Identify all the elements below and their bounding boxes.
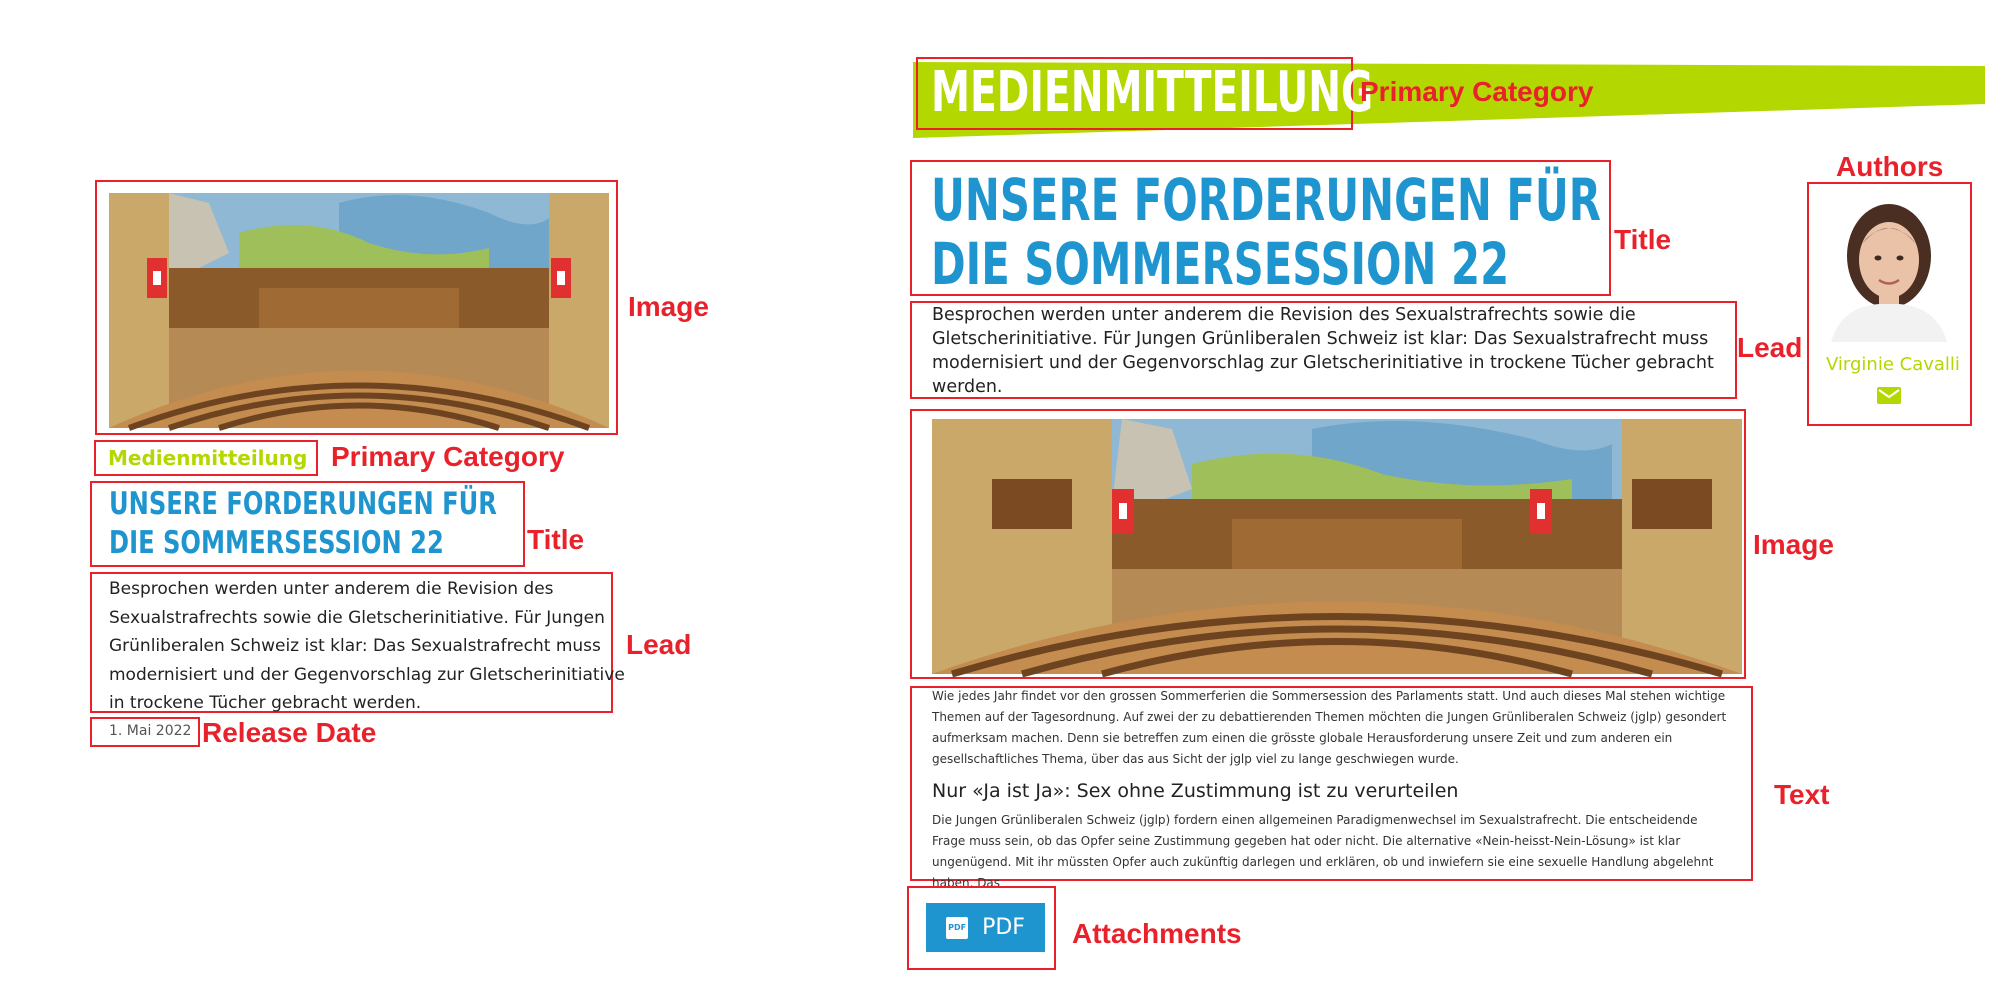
annotation-text: Text (1774, 779, 1830, 810)
detail-title: UNSERE FORDERUNGEN FÜR DIE SOMMERSESSION 22 (931, 166, 1601, 298)
annotation-title-detail: Title (1614, 224, 1672, 255)
annotation-lead-detail: Lead (1737, 332, 1803, 363)
author-avatar[interactable] (1816, 192, 1962, 342)
annotation-attachments: Attachments (1072, 918, 1242, 949)
teaser-release-date: 1. Mai 2022 (109, 723, 192, 739)
teaser-category[interactable]: Medienmitteilung (108, 446, 308, 470)
detail-category[interactable]: MEDIENMITTEILUNG (931, 60, 1374, 125)
mail-icon[interactable] (1877, 387, 1901, 404)
detail-text-paragraph-1: Wie jedes Jahr findet vor den grossen Sommerferien die Sommersession des Parlaments statt. Und auch dieses Mal stehen wichtige Themen auf der Tagesordnung. Auf zwei der zu debattierenden Themen möchten die Jungen Grünliberalen Schweiz (jglp) gesondert aufmerksam machen. Denn sie betreffen zum einen die grösste globale Herausforderung unsere Zeit und zum anderen ein gesellschaftliches Thema, über das aus Sicht der jglp viel zu lange geschwiegen wurde. (932, 689, 1727, 766)
parliament-chamber-image (932, 419, 1742, 674)
pdf-button-label: PDF (982, 915, 1025, 940)
annotation-release-date: Release Date (202, 717, 377, 748)
teaser-image[interactable] (109, 193, 609, 428)
detail-text-paragraph-2: Die Jungen Grünliberalen Schweiz (jglp) fordern einen allgemeinen Paradigmenwechsel im Sexualstrafrecht. Die entscheidende Frage muss sein, ob das Opfer seine Zustimmung gegeben hat oder nicht. Die alternative «Nein-heisst-Nein-Lösung» ist klar ungenügend. Mit ihr müssten Opfer auch zukünftig darlegen und erklären, ob und inwiefern sie eine sexuelle Handlung abgelehnt haben. Das (932, 813, 1714, 890)
annotation-lead: Lead (626, 629, 692, 660)
pdf-attachment-button[interactable] (926, 903, 1045, 952)
detail-lead: Besprochen werden unter anderem die Revision des Sexualstrafrechts sowie die Gletscherinitiative. Für Jungen Grünliberalen Schweiz ist klar: Das Sexualstrafrecht muss modernisiert und der Gegenvorschlag zur Gletscherinitiative in trockene Tücher gebracht werden. (932, 305, 1714, 397)
teaser-lead: Besprochen werden unter anderem die Revision des Sexualstrafrechts sowie die Gletscherinitiative. Für Jungen Grünliberalen Schweiz ist klar: Das Sexualstrafrecht muss modernisiert und der Gegenvorschlag zur Gletscherinitiative in trockene Tücher gebracht werden. (109, 579, 625, 713)
detail-subheading: Nur «Ja ist Ja»: Sex ohne Zustimmung ist zu verurteilen (932, 780, 1459, 802)
annotation-image: Image (628, 291, 709, 322)
annotation-primary-category: Primary Category (331, 441, 565, 472)
detail-image[interactable] (932, 419, 1742, 674)
author-name[interactable]: Virginie Cavalli (1826, 354, 1960, 375)
annotation-primary-category-detail: Primary Category (1360, 76, 1594, 107)
pdf-file-icon: PDF (946, 917, 968, 939)
teaser-title[interactable]: UNSERE FORDERUNGEN FÜR DIE SOMMERSESSION 22 (109, 486, 497, 561)
annotation-image-detail: Image (1753, 529, 1834, 560)
envelope-icon (1877, 387, 1901, 404)
annotation-title: Title (527, 524, 585, 555)
parliament-chamber-image (109, 193, 609, 428)
author-portrait-icon (1816, 192, 1962, 342)
annotation-authors: Authors (1836, 151, 1944, 182)
